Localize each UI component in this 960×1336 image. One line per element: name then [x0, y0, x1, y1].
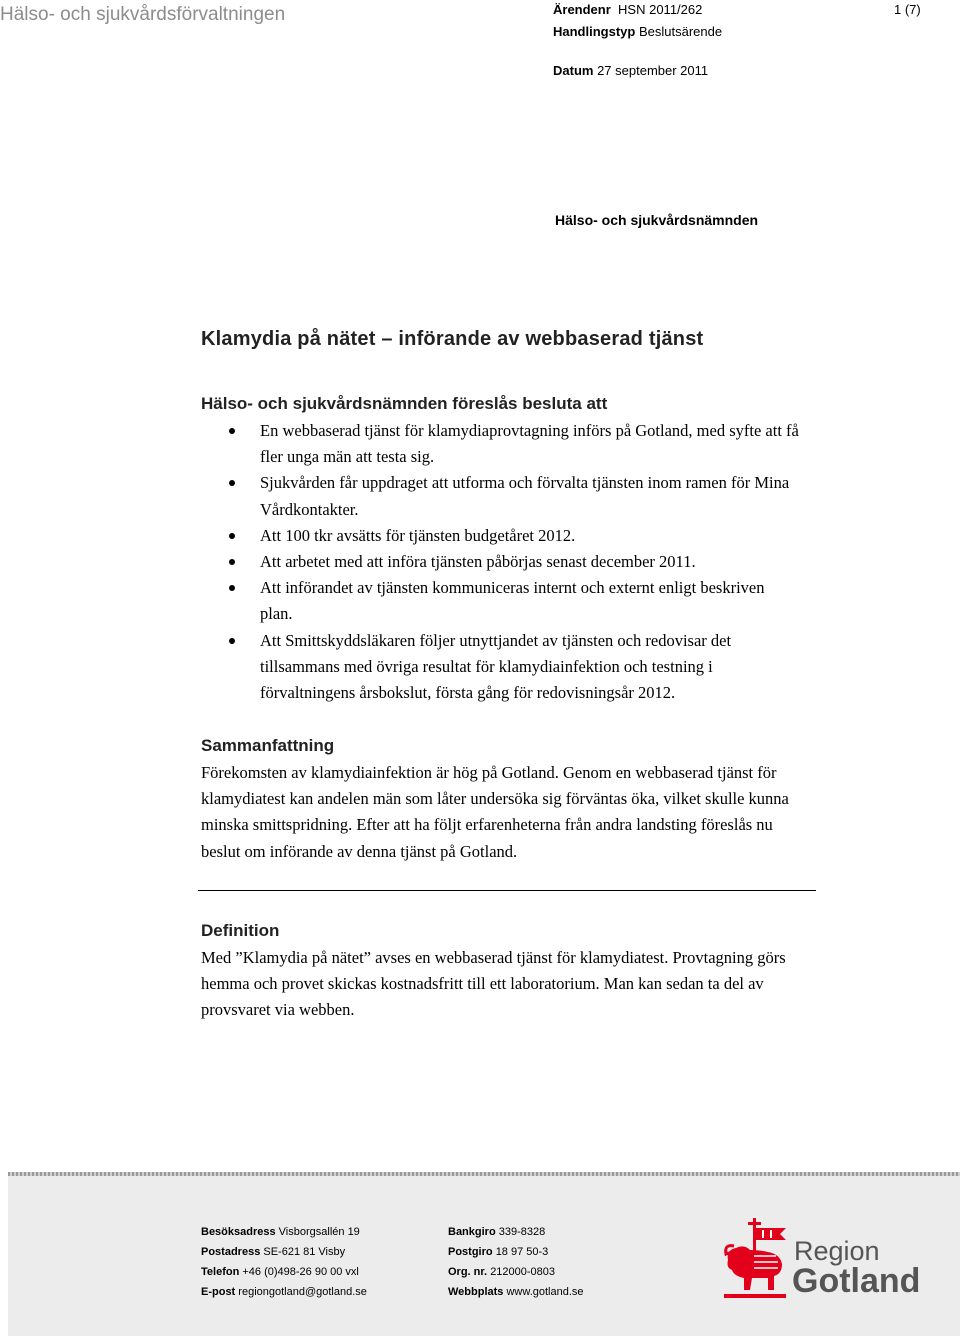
footer-bankgiro: Bankgiro 339-8328	[448, 1226, 546, 1238]
bullet-icon	[229, 533, 235, 539]
footer-contact-column	[201, 1222, 367, 1302]
footer-finance-column	[448, 1222, 584, 1302]
case-number	[553, 2, 702, 17]
footer-postgiro: Postgiro 18 97 50-3	[448, 1246, 549, 1258]
bullet-icon	[229, 559, 235, 565]
footer-visit-address: Besöksadress Visborgsallén 19	[201, 1226, 360, 1238]
document-type	[553, 24, 722, 39]
logo-text-gotland: Gotland	[792, 1262, 921, 1300]
summary-text: Förekomsten av klamydiainfektion är hög på Gotland. Genom en webbaserad tjänst för klamydiatest kan andelen män som låter undersöka sig förväntas öka, vilket skulle kunna minska smittspridning. Efter att ha följt erfarenheterna från andra landsting föreslås nu beslut om införande av denna tjänst på Gotland.	[201, 763, 789, 861]
footer-org-number: Org. nr. 212000-0803	[448, 1266, 556, 1278]
gotland-ram-icon	[720, 1216, 790, 1302]
organization-name: Hälso- och sjukvårdsförvaltningen	[0, 4, 286, 25]
footer-postal-address: Postadress SE-621 81 Visby	[201, 1246, 346, 1258]
logo-text-region: Region	[794, 1236, 880, 1266]
document-type-value: Beslutsärende	[638, 24, 723, 39]
region-gotland-logo	[716, 1212, 926, 1304]
list-item: Att arbetet med att införa tjänsten påbörjas senast december 2011.	[201, 549, 801, 575]
bullet-icon	[229, 428, 235, 434]
case-number-label: Ärendenr	[553, 2, 611, 17]
document-title: Klamydia på nätet – införande av webbaserad tjänst	[201, 328, 704, 350]
list-item: Sjukvården får uppdraget att utforma och förvalta tjänsten inom ramen för Mina Vårdkontakter.	[201, 470, 801, 522]
document-date-value: 27 september 2011	[597, 63, 709, 78]
bullet-icon	[229, 480, 235, 486]
definition-heading: Definition	[201, 921, 280, 940]
case-number-value: HSN 2011/262	[618, 2, 703, 17]
footer-email[interactable]: E-post regiongotland@gotland.se	[201, 1286, 367, 1298]
footer-website[interactable]: Webbplats www.gotland.se	[448, 1286, 584, 1298]
summary-heading: Sammanfattning	[201, 736, 335, 755]
bullet-icon	[229, 638, 235, 644]
document-type-label: Handlingstyp	[553, 24, 636, 39]
list-item: Att 100 tkr avsätts för tjänsten budgetåret 2012.	[201, 523, 801, 549]
proposal-heading: Hälso- och sjukvårdsnämnden föreslås besluta att	[201, 394, 608, 413]
footer-phone: Telefon +46 (0)498-26 90 00 vxl	[201, 1266, 359, 1278]
page-number: 1 (7)	[894, 2, 921, 17]
document-date-label: Datum	[553, 63, 594, 78]
list-item: En webbaserad tjänst för klamydiaprovtagning införs på Gotland, med syfte att få fler unga män att testa sig.	[201, 418, 801, 470]
list-item: Att Smittskyddsläkaren följer utnyttjandet av tjänsten och redovisar det tillsammans med övriga resultat för klamydiainfektion och testning i förvaltningens årsbokslut, första gång för redovisningsår 2012.	[201, 628, 801, 707]
bullet-icon	[229, 585, 235, 591]
list-item: Att införandet av tjänsten kommuniceras internt och externt enligt beskriven plan.	[201, 575, 801, 627]
definition-text: Med ”Klamydia på nätet” avses en webbaserad tjänst för klamydiatest. Provtagning görs hemma och provet skickas kostnadsfritt till ett laboratorium. Man kan sedan ta del av provsvaret via webben.	[201, 948, 786, 1020]
section-divider	[198, 890, 816, 891]
recipient: Hälso- och sjukvårdsnämnden	[555, 212, 759, 228]
decision-list	[201, 418, 801, 706]
document-date	[553, 63, 708, 78]
